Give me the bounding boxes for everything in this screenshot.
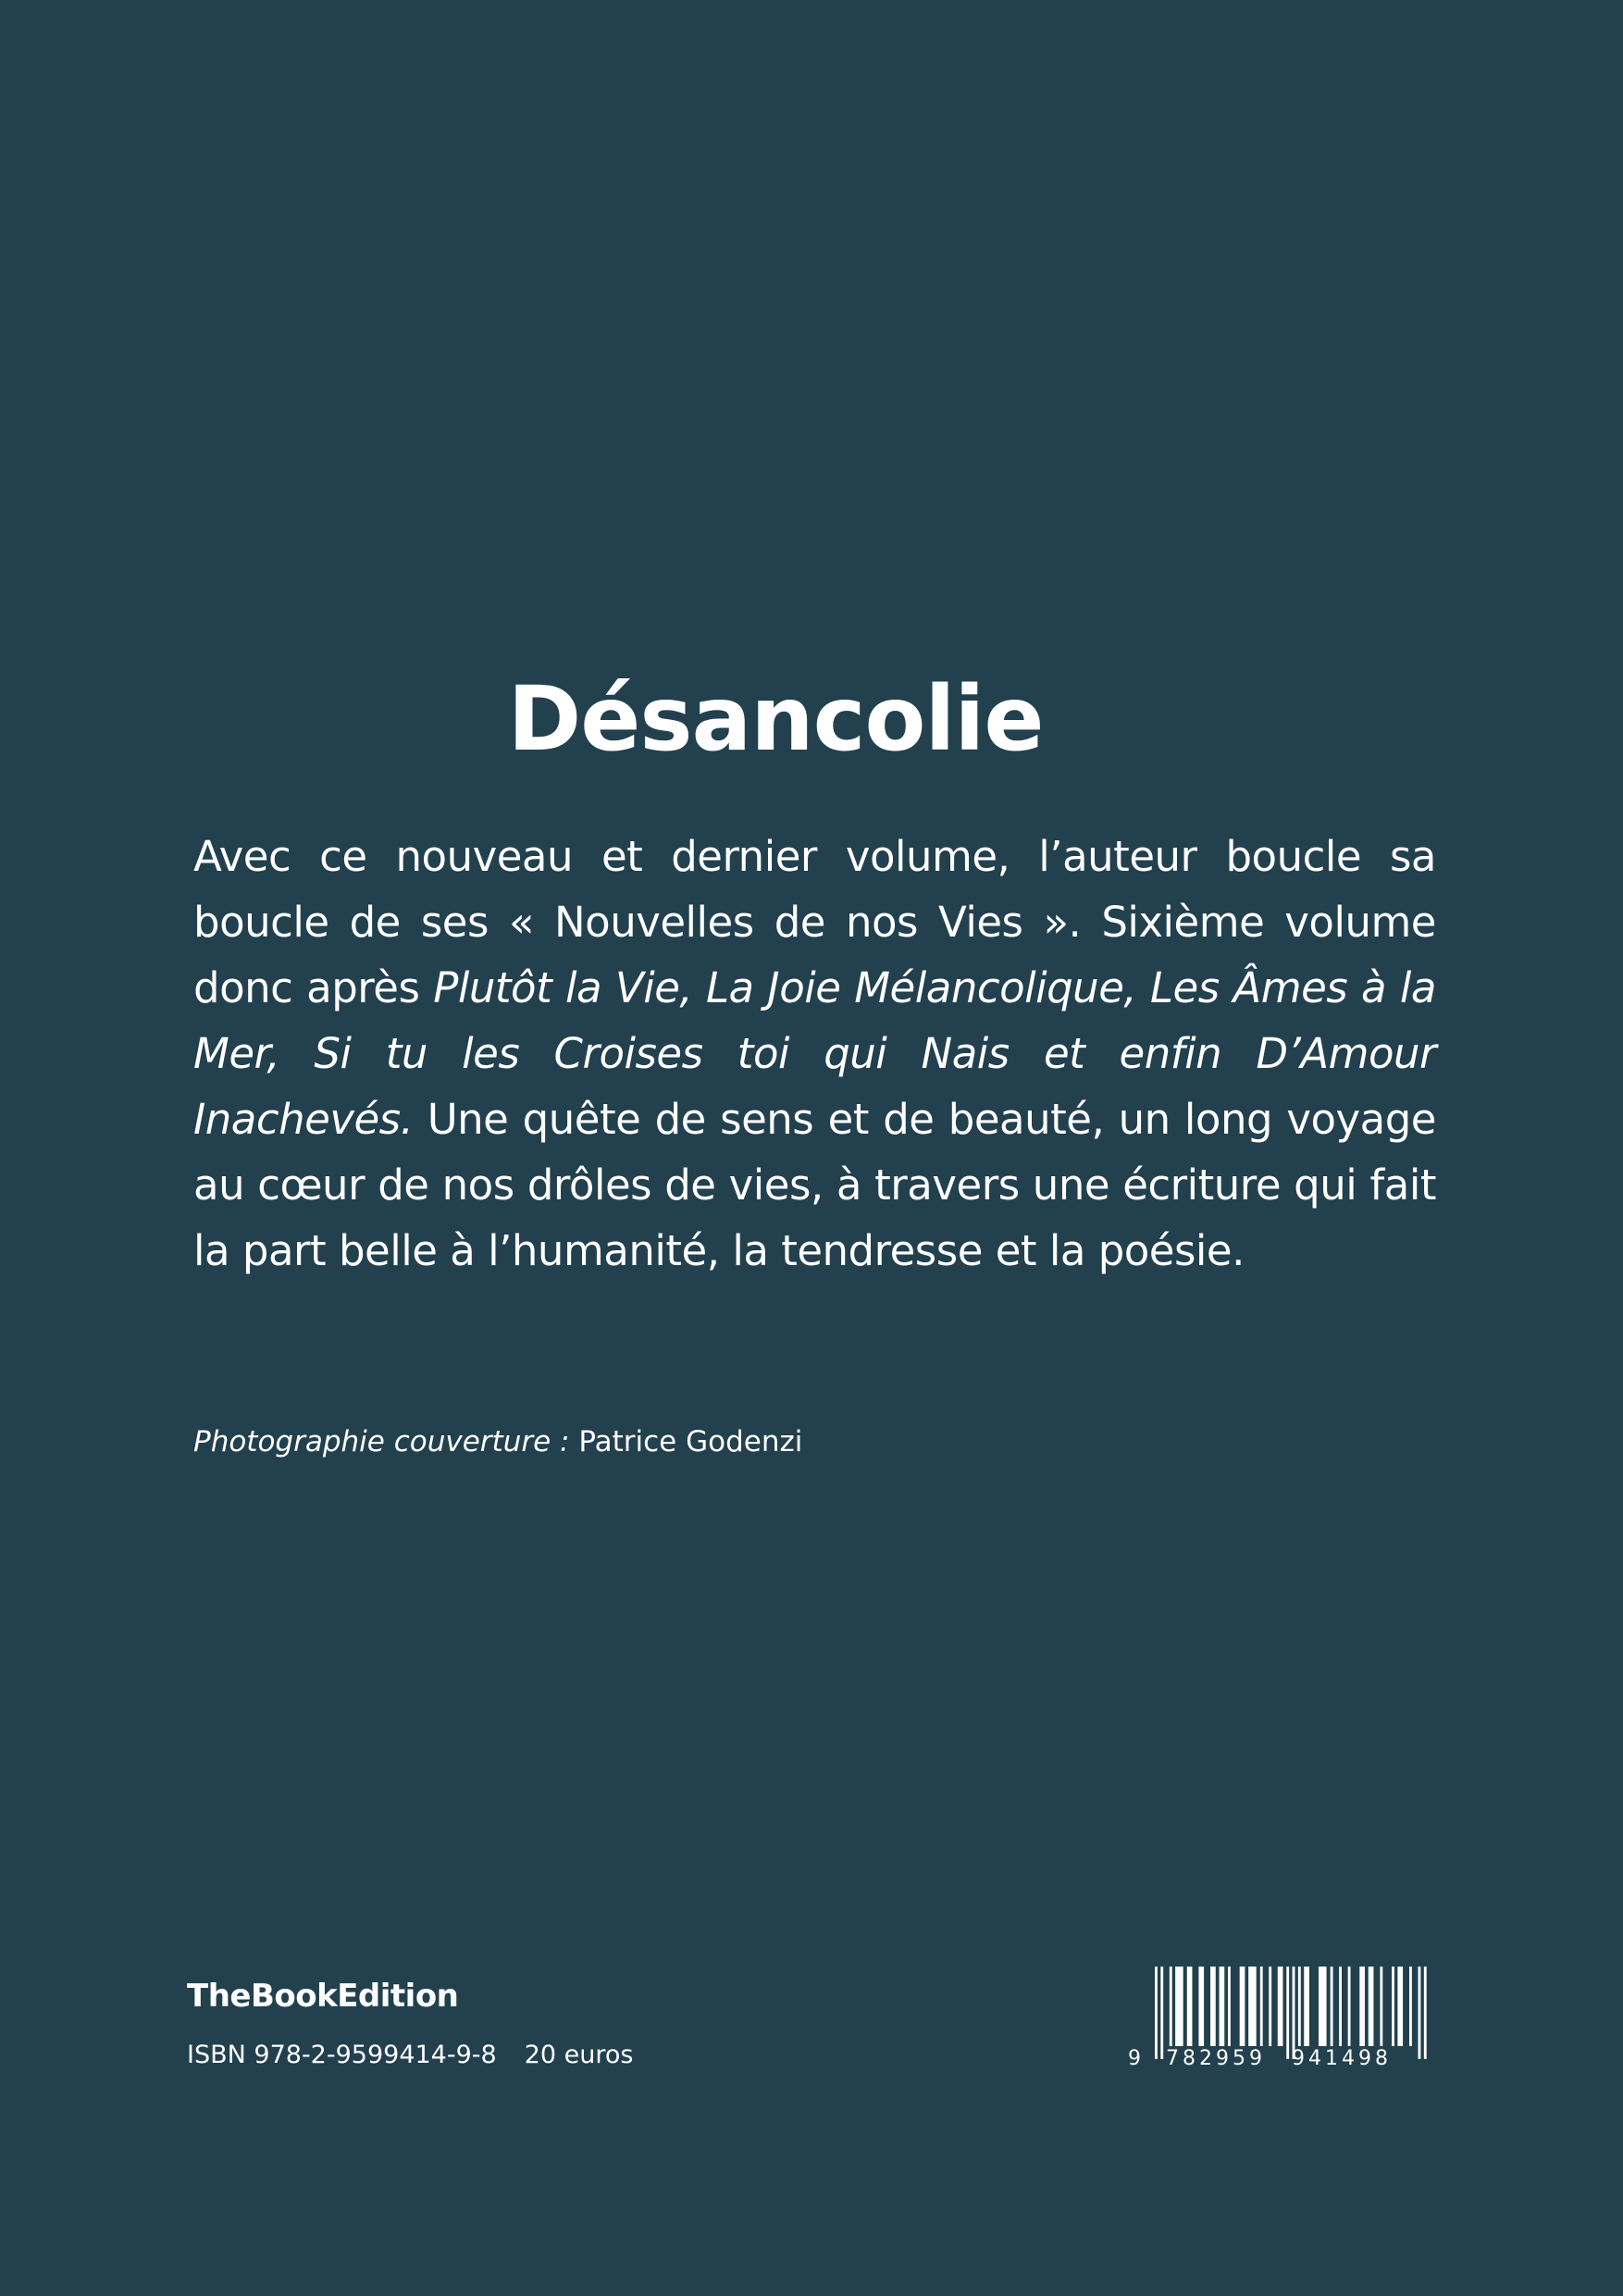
barcode-bar (1269, 1967, 1271, 2046)
barcode-bar (1380, 1967, 1382, 2046)
barcode-bar (1160, 1967, 1163, 2059)
barcode-bar (1260, 1967, 1263, 2046)
barcode-bar (1424, 1967, 1427, 2059)
barcode-bar (1175, 1967, 1183, 2046)
barcode-bar (1298, 1967, 1301, 2046)
barcode-bar (1392, 1967, 1394, 2046)
barcode-bar (1220, 1967, 1225, 2046)
barcode-bar (1304, 1967, 1309, 2046)
barcode-bar (1359, 1967, 1365, 2046)
price: 20 euros (524, 2041, 634, 2069)
barcode-bar (1331, 1967, 1333, 2046)
barcode-bar (1248, 1967, 1257, 2046)
barcode-bar (1240, 1967, 1245, 2046)
barcode-bar (1409, 1967, 1412, 2046)
barcode-bar (1278, 1967, 1283, 2046)
photo-credit (193, 1421, 802, 1462)
barcode-bars (1155, 1967, 1427, 2059)
barcode-bar (1419, 1967, 1421, 2059)
barcode-group-2: 941498 (1292, 2047, 1392, 2070)
isbn-price-line (187, 2037, 633, 2074)
barcode-bar (1339, 1967, 1342, 2046)
barcode-bar (1286, 1967, 1289, 2059)
blurb-text-2: Une quête de sens et de beauté, un long voyage au cœur de nos drôles de vies, à travers une écriture qui fait la part belle à l’humanité, la tendresse et la poésie. (193, 1095, 1436, 1275)
barcode-bar (1170, 1967, 1172, 2046)
barcode (1127, 1965, 1427, 2071)
barcode-bar (1319, 1967, 1327, 2046)
book-title: Désancolie (507, 667, 1044, 771)
photo-credit-name: Patrice Godenzi (578, 1425, 803, 1458)
barcode-bar (1228, 1967, 1231, 2046)
isbn-number: ISBN 978-2-9599414-9-8 (187, 2041, 497, 2069)
barcode-bar (1210, 1967, 1216, 2046)
photo-credit-label: Photographie couverture : (193, 1425, 579, 1458)
barcode-bar (1369, 1967, 1374, 2046)
barcode-bar (1397, 1967, 1403, 2046)
barcode-bar (1198, 1967, 1204, 2046)
blurb-text-1: Avec ce nouveau et dernier volume, l’auteur boucle sa boucle de ses « Nouvelles de nos Vies ». Sixième volume donc après (193, 832, 1436, 1012)
barcode-bar (1155, 1967, 1158, 2059)
barcode-bar (1187, 1967, 1193, 2046)
blurb-paragraph (193, 824, 1436, 1284)
barcode-bar (1348, 1967, 1351, 2046)
barcode-group-1: 782959 (1166, 2047, 1266, 2070)
publisher-name: TheBookEdition (187, 1978, 459, 2015)
barcode-bar (1293, 1967, 1295, 2059)
barcode-lead-digit: 9 (1128, 2047, 1141, 2070)
blurb-book-titles: Plutôt la Vie, La Joie Mélancolique, Les Âmes à la Mer, Si tu les Croises toi qui Nais et enfin D’Amour Inachevés. (193, 963, 1436, 1144)
